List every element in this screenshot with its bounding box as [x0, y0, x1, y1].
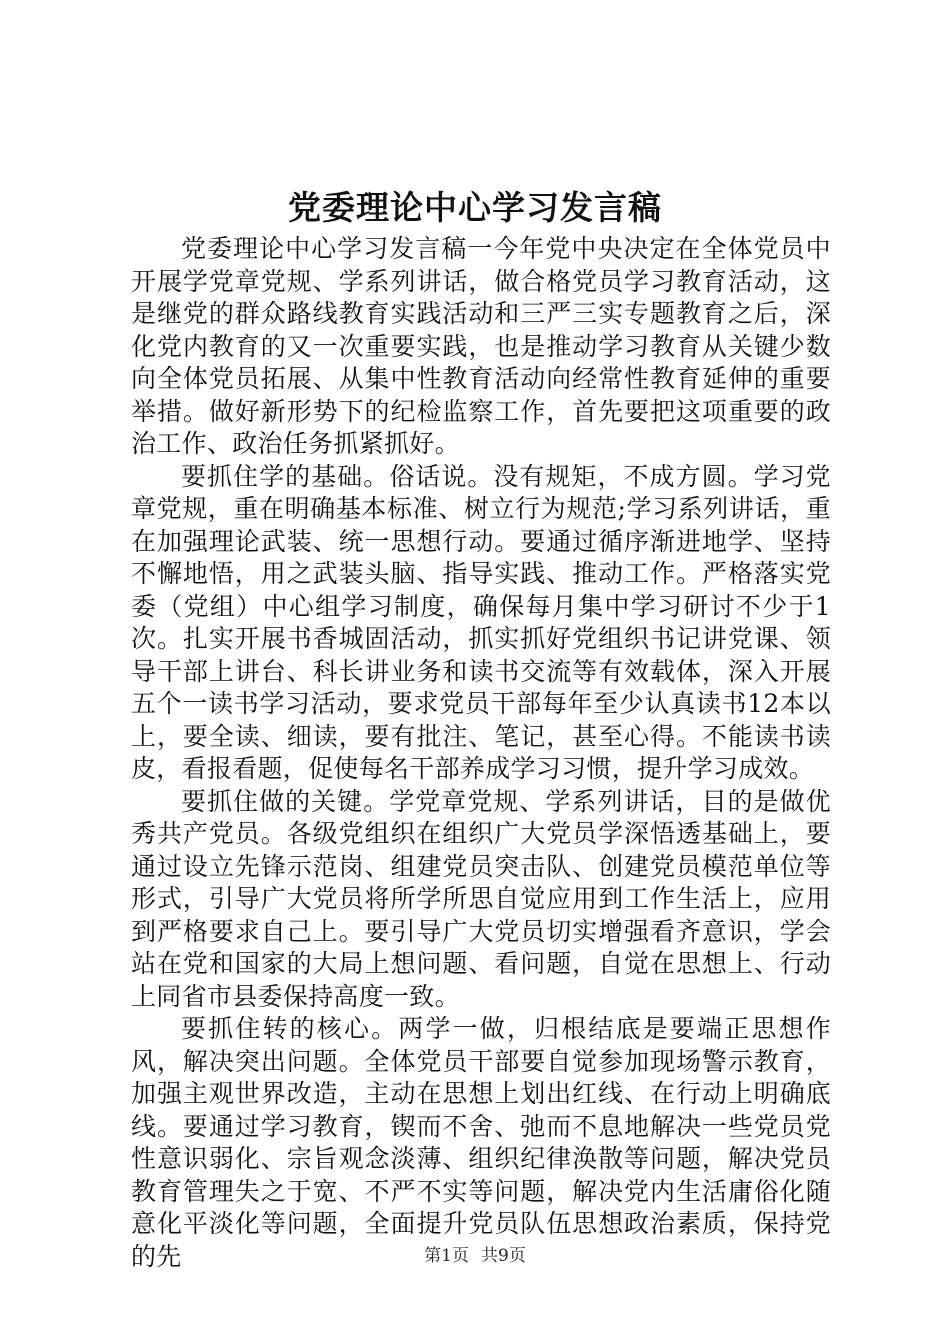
- page-footer: [0, 1244, 950, 1268]
- document-body: [131, 233, 831, 1273]
- paragraph: 要抓住学的基础。俗话说。没有规矩，不成方圆。学习党章党规，重在明确基本标准、树立行为规范;学习系列讲话，重在加强理论武装、统一思想行动。要通过循序渐进地学、坚持不懈地悟，用之武装头脑、指导实践、推动工作。严格落实党委（党组）中心组学习制度，确保每月集中学习研讨不少于1次。扎实开展书香城固活动，抓实抓好党组织书记讲党课、领导干部上讲台、科长讲业务和读书交流等有效载体，深入开展五个一读书学习活动，要求党员干部每年至少认真读书12本以上，要全读、细读，要有批注、笔记，甚至心得。不能读书读皮，看报看题，促使每名干部养成学习习惯，提升学习成效。: [131, 461, 831, 783]
- paragraph: 要抓住转的核心。两学一做，归根结底是要端正思想作风，解决突出问题。全体党员干部要自觉参加现场警示教育，加强主观世界改造，主动在思想上划出红线、在行动上明确底线。要通过学习教育，锲而不舍、弛而不息地解决一些党员党性意识弱化、宗旨观念淡薄、组织纪律涣散等问题，解决党员教育管理失之于宽、不严不实等问题，解决党内生活庸俗化随意化平淡化等问题，全面提升党员队伍思想政治素质，保持党的先: [131, 1014, 831, 1271]
- document-title: 党委理论中心学习发言稿: [288, 188, 662, 227]
- page-number: 第1页: [424, 1246, 469, 1266]
- page-total: 共9页: [481, 1246, 526, 1266]
- paragraph: 党委理论中心学习发言稿一今年党中央决定在全体党员中开展学党章党规、学系列讲话，做合格党员学习教育活动，这是继党的群众路线教育实践活动和三严三实专题教育之后，深化党内教育的又一次重要实践，也是推动学习教育从关键少数向全体党员拓展、从集中性教育活动向经常性教育延伸的重要举措。做好新形势下的纪检监察工作，首先要把这项重要的政治工作、政治任务抓紧抓好。: [131, 234, 831, 458]
- paragraph: 要抓住做的关键。学党章党规、学系列讲话，目的是做优秀共产党员。各级党组织在组织广大党员学深悟透基础上，要通过设立先锋示范岗、组建党员突击队、创建党员模范单位等形式，引导广大党员将所学所思自觉应用到工作生活上，应用到严格要求自己上。要引导广大党员切实增强看齐意识，学会站在党和国家的大局上想问题、看问题，自觉在思想上、行动上同省市县委保持高度一致。: [131, 786, 831, 1011]
